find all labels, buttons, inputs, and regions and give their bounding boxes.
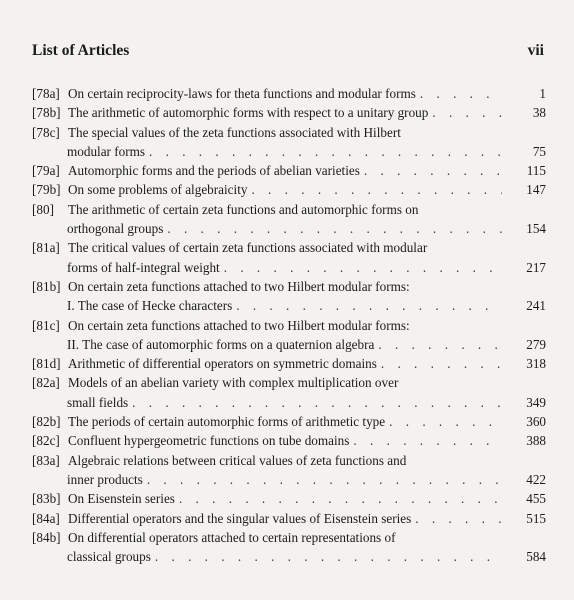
article-id: [80] bbox=[32, 201, 54, 217]
article-entry bbox=[32, 431, 546, 450]
article-page: 422 bbox=[526, 471, 546, 487]
article-title: Differential operators and the singular values of Eisenstein series bbox=[68, 510, 412, 526]
article-id: [82c] bbox=[32, 433, 60, 449]
article-entry bbox=[32, 373, 546, 412]
article-title-continued: forms of half-integral weight bbox=[67, 259, 220, 275]
article-title: Automorphic forms and the periods of abelian varieties bbox=[68, 163, 360, 179]
leader-dots bbox=[247, 180, 502, 199]
article-page: 455 bbox=[526, 491, 546, 507]
page-header bbox=[32, 42, 544, 66]
leader-dots bbox=[143, 470, 502, 489]
article-title-continued: small fields bbox=[67, 394, 129, 410]
article-title: On certain zeta functions attached to two Hilbert modular forms: bbox=[68, 278, 410, 294]
article-id: [84a] bbox=[32, 510, 60, 526]
article-page: 515 bbox=[526, 510, 546, 526]
leader-dots bbox=[163, 219, 502, 238]
article-entry bbox=[32, 180, 546, 199]
article-id: [81d] bbox=[32, 356, 61, 372]
leader-dots bbox=[151, 547, 502, 566]
article-entry bbox=[32, 509, 546, 528]
article-entry bbox=[32, 84, 546, 103]
article-title: On Eisenstein series bbox=[68, 491, 175, 507]
article-title: On differential operators attached to certain representations of bbox=[68, 529, 396, 545]
article-entry bbox=[32, 316, 546, 355]
article-title: The critical values of certain zeta functions associated with modular bbox=[68, 240, 428, 256]
article-title: The arithmetic of certain zeta functions and automorphic forms on bbox=[68, 201, 419, 217]
leader-dots bbox=[428, 103, 502, 122]
article-page: 147 bbox=[526, 182, 546, 198]
article-title: The periods of certain automorphic forms of arithmetic type bbox=[68, 414, 386, 430]
article-entry bbox=[32, 354, 546, 373]
article-page: 360 bbox=[526, 414, 546, 430]
leader-dots bbox=[175, 489, 502, 508]
article-entry bbox=[32, 528, 546, 567]
article-title: On certain reciprocity-laws for theta functions and modular forms bbox=[68, 86, 416, 101]
article-page: 1 bbox=[539, 86, 546, 101]
leader-dots bbox=[145, 142, 502, 161]
article-page: 584 bbox=[526, 549, 546, 565]
article-title: The special values of the zeta functions associated with Hilbert bbox=[68, 124, 401, 140]
leader-dots bbox=[374, 335, 502, 354]
article-page: 388 bbox=[526, 433, 546, 449]
article-page: 279 bbox=[526, 336, 546, 352]
article-entry bbox=[32, 238, 546, 277]
article-entry bbox=[32, 412, 546, 431]
article-page: 38 bbox=[532, 105, 546, 121]
article-id: [82b] bbox=[32, 414, 61, 430]
article-entry bbox=[32, 200, 546, 239]
article-id: [82a] bbox=[32, 375, 60, 391]
article-title-continued: II. The case of automorphic forms on a quaternion algebra bbox=[67, 336, 375, 352]
article-id: [81a] bbox=[32, 240, 60, 256]
article-entry bbox=[32, 123, 546, 162]
leader-dots bbox=[385, 412, 502, 431]
leader-dots bbox=[220, 258, 502, 277]
article-page: 217 bbox=[526, 259, 546, 275]
article-id: [79b] bbox=[32, 182, 61, 198]
leader-dots bbox=[349, 431, 502, 450]
article-page: 115 bbox=[526, 163, 546, 179]
article-id: [83a] bbox=[32, 452, 60, 468]
article-id: [84b] bbox=[32, 529, 61, 545]
leader-dots bbox=[128, 393, 502, 412]
article-title-continued: classical groups bbox=[67, 549, 151, 565]
article-title: On certain zeta functions attached to two Hilbert modular forms: bbox=[68, 317, 410, 333]
article-entry bbox=[32, 277, 546, 316]
article-list bbox=[32, 84, 546, 566]
article-id: [79a] bbox=[32, 163, 60, 179]
article-entry bbox=[32, 451, 546, 490]
article-page: 349 bbox=[526, 394, 546, 410]
article-entry bbox=[32, 103, 546, 122]
article-id: [78a] bbox=[32, 86, 60, 101]
article-title: Algebraic relations between critical values of zeta functions and bbox=[68, 452, 407, 468]
page-title: List of Articles bbox=[32, 42, 130, 59]
article-entry bbox=[32, 161, 546, 180]
article-title-continued: modular forms bbox=[67, 143, 146, 159]
leader-dots bbox=[377, 354, 502, 373]
article-page: 154 bbox=[526, 221, 546, 237]
article-page: 318 bbox=[526, 356, 546, 372]
article-title: Models of an abelian variety with complex multiplication over bbox=[68, 375, 399, 391]
article-entry bbox=[32, 489, 546, 508]
article-title-continued: orthogonal groups bbox=[67, 221, 164, 237]
leader-dots bbox=[416, 84, 502, 103]
article-id: [78c] bbox=[32, 124, 60, 140]
leader-dots bbox=[232, 296, 502, 315]
page-number: vii bbox=[527, 42, 544, 59]
article-title: Arithmetic of differential operators on symmetric domains bbox=[68, 356, 377, 372]
article-id: [81b] bbox=[32, 278, 61, 294]
article-page: 241 bbox=[526, 298, 546, 314]
article-page: 75 bbox=[532, 143, 546, 159]
article-title-continued: inner products bbox=[67, 471, 143, 487]
article-id: [81c] bbox=[32, 317, 60, 333]
leader-dots bbox=[360, 161, 502, 180]
article-title: The arithmetic of automorphic forms with respect to a unitary group bbox=[68, 105, 429, 121]
article-title: On some problems of algebraicity bbox=[68, 182, 248, 198]
article-id: [78b] bbox=[32, 105, 61, 121]
leader-dots bbox=[411, 509, 502, 528]
article-title-continued: I. The case of Hecke characters bbox=[67, 298, 233, 314]
article-title: Confluent hypergeometric functions on tube domains bbox=[68, 433, 350, 449]
article-id: [83b] bbox=[32, 491, 61, 507]
